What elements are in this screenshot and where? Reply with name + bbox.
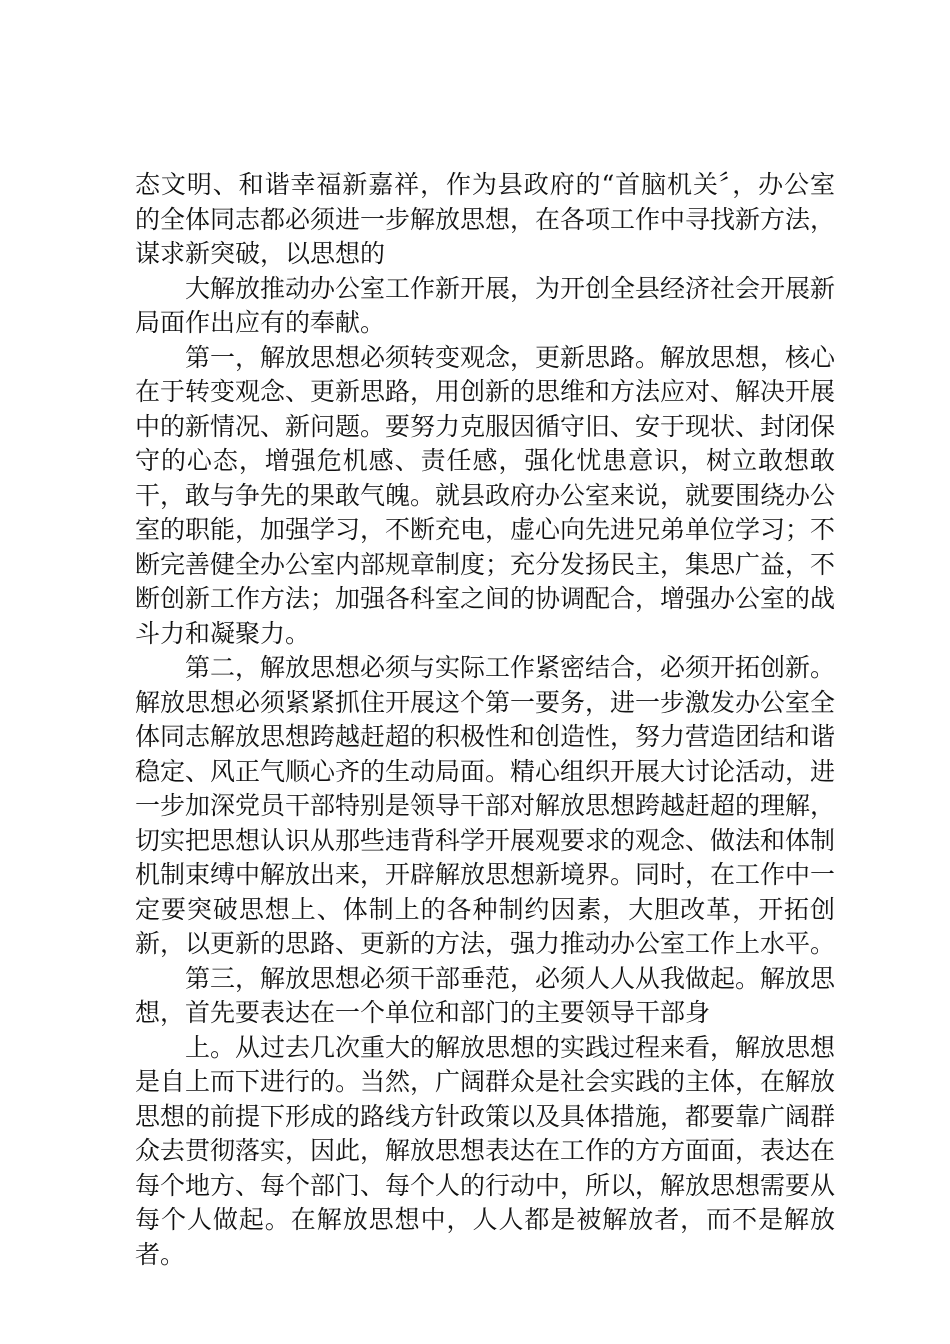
paragraph-continuation-2: 大解放推动办公室工作新开展，为开创全县经济社会开展新局面作出应有的奉献。	[135, 273, 836, 337]
paragraph-first-point: 第一，解放思想必须转变观念，更新思路。解放思想，核心在于转变观念、更新思路，用创新的思维和方法应对、解决开展中的新情况、新问题。要努力克服因循守旧、安于现状、封闭保守的心态，增强危机感、责任感，强化忧患意识，树立敢想敢干，敢与争先的果敢气魄。就县政府办公室来说，就要围绕办公室的职能，加强学习，不断充电，虚心向先进兄弟单位学习；不断完善健全办公室内部规章制度；充分发扬民主，集思广益，不断创新工作方法；加强各科室之间的协调配合，增强办公室的战斗力和凝聚力。	[135, 342, 836, 648]
paragraph-second-point: 第二，解放思想必须与实际工作紧密结合，必须开拓创新。解放思想必须紧紧抓住开展这个第一要务，进一步激发办公室全体同志解放思想跨越赶超的积极性和创造性，努力营造团结和谐稳定、风正气顺心齐的生动局面。精心组织开展大讨论活动，进一步加深党员干部特别是领导干部对解放思想跨越赶超的理解，切实把思想认识从那些违背科学开展观要求的观念、做法和体制机制束缚中解放出来，开辟解放思想新境界。同时，在工作中一定要突破思想上、体制上的各种制约因素，大胆改革，开拓创新，以更新的思路、更新的方法，强力推动办公室工作上水平。	[135, 653, 836, 958]
document-body	[135, 168, 835, 1272]
paragraph-third-point-continued: 上。从过去几次重大的解放思想的实践过程来看，解放思想是自上而下进行的。当然，广阔群众是社会实践的主体，在解放思想的前提下形成的路线方针政策以及具体措施，都要靠广阔群众去贯彻落实，因此，解放思想表达在工作的方方面面，表达在每个地方、每个部门、每个人的行动中，所以，解放思想需要从每个人做起。在解放思想中，人人都是被解放者，而不是解放者。	[135, 1032, 836, 1269]
paragraph-third-point: 第三，解放思想必须干部垂范，必须人人从我做起。解放思想，首先要表达在一个单位和部门的主要领导干部身	[135, 963, 836, 1027]
paragraph-continuation: 态文明、和谐幸福新嘉祥，作为县政府的“首脑机关〞，办公室的全体同志都必须进一步解放思想，在各项工作中寻找新方法，谋求新突破，以思想的	[135, 170, 836, 268]
